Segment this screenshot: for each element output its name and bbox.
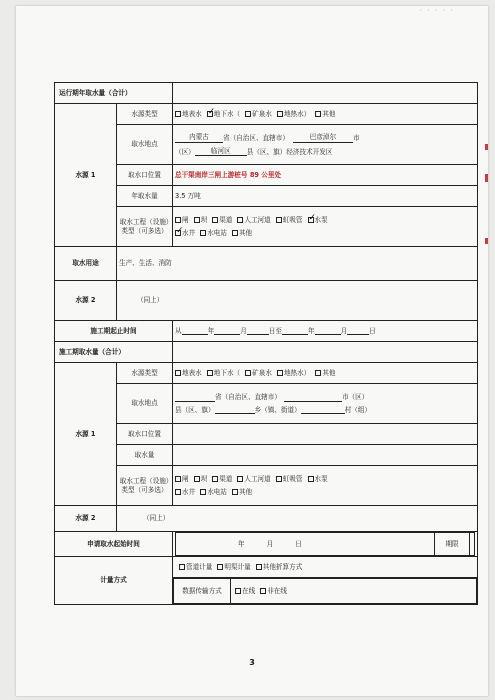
construction-period-from: 从: [175, 326, 182, 335]
checkbox-label: 在线: [242, 586, 256, 595]
operation-city-value: 巴彦淖尔: [293, 133, 353, 142]
checkbox-label: 地表水: [182, 109, 202, 118]
checkbox-label: 非在线: [267, 586, 287, 595]
checkbox-label: 地表水: [182, 368, 202, 377]
checkbox-option[interactable]: [175, 475, 189, 483]
checkbox-label: 坝: [200, 475, 208, 484]
construction-intake-label: 取水口位置: [117, 424, 173, 445]
construction-source2-value[interactable]: （同上）: [117, 506, 478, 532]
checkbox-option[interactable]: [237, 216, 270, 224]
construction-annual-label: 取水量: [117, 445, 173, 466]
checkbox-icon[interactable]: [207, 370, 213, 376]
checkbox-option[interactable]: [256, 563, 303, 571]
checkbox-icon[interactable]: [175, 476, 181, 482]
construction-works-row1: [175, 475, 475, 483]
checkbox-label: 水井: [182, 228, 196, 237]
operation-use-label: 取水用途: [55, 247, 117, 281]
start-day: 日: [295, 539, 302, 548]
operation-source2-value[interactable]: （同上）: [117, 281, 478, 321]
checkbox-label: 矿泉水: [252, 368, 272, 377]
transfer-row: [173, 578, 478, 605]
checkbox-icon[interactable]: [276, 476, 282, 482]
checkbox-label: 坝: [200, 216, 208, 225]
checkbox-icon[interactable]: [277, 111, 283, 117]
construction-village-suffix: 村（组）: [344, 405, 372, 414]
operation-works-row2: [175, 229, 475, 237]
construction-month-2: 月: [340, 326, 348, 335]
construction-town-suffix: 乡（镇、街道）: [254, 405, 301, 414]
start-time-value[interactable]: [173, 532, 478, 557]
construction-period-label: 施工期起止时间: [55, 321, 173, 342]
checkbox-option[interactable]: [200, 488, 227, 496]
checkbox-label: 虹吸管: [282, 475, 303, 484]
construction-works-options: [173, 466, 478, 506]
checkbox-icon[interactable]: [179, 564, 185, 570]
operation-intake-label: 取水口位置: [117, 165, 173, 186]
construction-day-2: 日: [369, 326, 376, 335]
construction-day-to: 日至: [268, 326, 282, 335]
operation-location-label: 取水地点: [117, 125, 173, 165]
checkbox-icon[interactable]: [194, 476, 200, 482]
checkbox-label: 地热水）: [283, 368, 311, 377]
checkbox-label: 水电站: [207, 228, 227, 237]
checkbox-label: 水泵: [314, 216, 328, 225]
construction-source1-label: 水源 1: [55, 363, 117, 506]
metering-options: [173, 557, 478, 578]
checkbox-option[interactable]: [315, 110, 335, 118]
checkbox-label: 其他: [322, 368, 336, 377]
scan-red-mark: [485, 144, 488, 150]
checkbox-icon[interactable]: [212, 217, 218, 223]
checkbox-option[interactable]: [194, 475, 208, 483]
operation-annual-value[interactable]: 3.5 万吨: [173, 186, 478, 207]
checkbox-icon[interactable]: [237, 217, 243, 223]
checkbox-option[interactable]: [175, 369, 202, 377]
checkbox-option[interactable]: [245, 369, 272, 377]
checkbox-icon[interactable]: [276, 217, 282, 223]
scan-red-mark: [485, 174, 488, 182]
checkbox-icon[interactable]: [200, 230, 206, 236]
operation-annual-label: 年取水量: [117, 186, 173, 207]
checkbox-label: 渠道: [219, 475, 233, 484]
water-permit-form-table: [54, 82, 478, 605]
scan-red-mark: [485, 238, 488, 244]
checkbox-option[interactable]: [308, 216, 328, 224]
construction-year-1: 年: [207, 326, 215, 335]
operation-province-suffix: 省（自治区、直辖市）: [223, 134, 289, 143]
checkbox-icon[interactable]: [245, 111, 251, 117]
construction-location-value[interactable]: [173, 384, 478, 424]
checkbox-icon[interactable]: [217, 564, 223, 570]
term-label: 期限: [435, 533, 470, 556]
checkbox-label: 人工河道: [244, 216, 271, 225]
checkbox-label: 其他折算方式: [262, 562, 303, 571]
checkbox-icon[interactable]: [315, 111, 321, 117]
checkbox-option[interactable]: [175, 229, 195, 237]
construction-period-value[interactable]: [173, 321, 478, 342]
checkbox-option[interactable]: [276, 216, 303, 224]
checkbox-label: 地下水（: [213, 368, 241, 377]
operation-source-type-options: [173, 104, 478, 125]
checkbox-icon[interactable]: [175, 111, 181, 117]
operation-source1-label: 水源 1: [55, 104, 117, 247]
checkbox-option[interactable]: [232, 229, 252, 237]
checkbox-label: 其他: [238, 228, 253, 237]
construction-source2-label: 水源 2: [55, 506, 117, 532]
checkbox-option[interactable]: [175, 110, 202, 118]
checkbox-option[interactable]: [175, 488, 195, 496]
checkbox-option[interactable]: [200, 229, 227, 237]
operation-works-options: [173, 207, 478, 247]
checkbox-option[interactable]: [277, 110, 310, 118]
checkbox-icon[interactable]: [245, 370, 251, 376]
checkbox-option[interactable]: [276, 475, 303, 483]
checkbox-icon[interactable]: [315, 370, 321, 376]
checkbox-option[interactable]: [232, 488, 252, 496]
checkbox-option[interactable]: [179, 563, 212, 571]
operation-location-value[interactable]: [173, 125, 478, 165]
checkbox-option[interactable]: [260, 587, 287, 595]
checkbox-label: 矿泉水: [252, 109, 272, 118]
start-time-label: 申请取水起始时间: [55, 532, 173, 557]
checkbox-option[interactable]: [212, 216, 232, 224]
checkbox-option[interactable]: [245, 110, 272, 118]
construction-county-suffix: 县（区、旗）: [175, 405, 215, 414]
checked-box-icon[interactable]: [308, 217, 314, 223]
operation-county-value: 临河区: [195, 147, 247, 156]
checkbox-icon[interactable]: [200, 489, 206, 495]
checked-box-icon[interactable]: [175, 230, 181, 236]
term-value[interactable]: [470, 533, 475, 556]
document-page: [16, 6, 488, 696]
checkbox-label: 闸: [182, 475, 189, 484]
checkbox-label: 水电站: [207, 487, 227, 496]
checkbox-label: 地下水（: [213, 109, 241, 118]
checkbox-icon[interactable]: [308, 476, 314, 482]
page-number: 3: [249, 658, 255, 667]
checkbox-option[interactable]: [308, 475, 328, 483]
transfer-options: [231, 579, 477, 604]
construction-annual-value[interactable]: [173, 445, 478, 466]
start-month: 月: [266, 539, 274, 548]
checkbox-label: 水井: [182, 487, 196, 496]
operation-intake-value[interactable]: 总干渠南岸三闸上游桩号 89 公里处: [173, 165, 478, 186]
checkbox-label: 闸: [182, 216, 189, 225]
operation-total-label: 运行期年取水量（合计）: [55, 83, 173, 104]
checkbox-icon[interactable]: [175, 489, 181, 495]
checkbox-label: 其他: [322, 109, 336, 118]
operation-source-type-label: 水源类型: [117, 104, 173, 125]
checkbox-option[interactable]: [212, 475, 232, 483]
checkbox-label: 管道计量: [186, 562, 213, 571]
checkbox-option[interactable]: [217, 563, 250, 571]
metering-label: 计量方式: [55, 557, 173, 605]
checkbox-option[interactable]: [235, 587, 255, 595]
construction-city-suffix: 市（区）: [341, 393, 369, 402]
operation-county-suffix: 县（区、旗）经济技术开发区: [246, 147, 333, 156]
checkbox-label: 人工河道: [244, 475, 271, 484]
checkbox-option[interactable]: [194, 216, 208, 224]
checkbox-icon[interactable]: [212, 476, 218, 482]
construction-location-label: 取水地点: [117, 384, 173, 424]
construction-intake-value[interactable]: [173, 424, 478, 445]
operation-total-value[interactable]: [173, 83, 478, 104]
construction-works-row2: [175, 488, 475, 496]
checkbox-icon[interactable]: [175, 370, 181, 376]
operation-works-label: 取水工程（设施）类型（可多选）: [117, 207, 173, 247]
checkbox-label: 水泵: [314, 475, 328, 484]
checkbox-icon[interactable]: [232, 230, 238, 236]
construction-total-label: 施工期取水量（合计）: [55, 342, 173, 363]
operation-city-suffix: 市: [352, 134, 360, 143]
checkbox-icon[interactable]: [277, 370, 283, 376]
construction-month-1: 月: [240, 326, 247, 335]
construction-year-2: 年: [307, 326, 315, 335]
checkbox-option[interactable]: [207, 369, 240, 377]
checkbox-icon[interactable]: [256, 564, 262, 570]
checkbox-label: 其他: [238, 487, 253, 496]
construction-works-label: 取水工程（设施）类型（可多选）: [117, 466, 173, 506]
checkbox-label: 虹吸管: [282, 216, 303, 225]
checkbox-option[interactable]: [277, 369, 310, 377]
transfer-label: 数据传输方式: [174, 579, 231, 604]
checkbox-option[interactable]: [175, 216, 189, 224]
checkbox-icon[interactable]: [235, 588, 241, 594]
checkbox-label: 地热水）: [283, 109, 311, 118]
operation-province-value: 内蒙古: [175, 133, 223, 142]
checkbox-label: 渠道: [219, 216, 233, 225]
start-year: 年: [238, 539, 245, 548]
checked-box-icon[interactable]: [207, 111, 213, 117]
checkbox-option[interactable]: [207, 110, 240, 118]
checkbox-icon[interactable]: [194, 217, 200, 223]
scan-artifact-text: · · · · ·: [419, 6, 454, 16]
checkbox-icon[interactable]: [260, 588, 266, 594]
checkbox-icon[interactable]: [232, 489, 238, 495]
construction-province-suffix: 省（自治区、直辖市）: [215, 393, 281, 402]
operation-district-prefix: （区）: [175, 147, 195, 156]
operation-use-value[interactable]: 生产、生活、消防: [117, 247, 478, 281]
operation-works-row1: [175, 216, 475, 224]
construction-total-value[interactable]: [173, 342, 478, 363]
operation-source2-label: 水源 2: [55, 281, 117, 321]
construction-source-type-options: [173, 363, 478, 384]
checkbox-option[interactable]: [237, 475, 270, 483]
checkbox-option[interactable]: [315, 369, 335, 377]
checkbox-icon[interactable]: [237, 476, 243, 482]
construction-source-type-label: 水源类型: [117, 363, 173, 384]
checkbox-label: 明渠计量: [224, 562, 251, 571]
checkbox-icon[interactable]: [175, 217, 181, 223]
